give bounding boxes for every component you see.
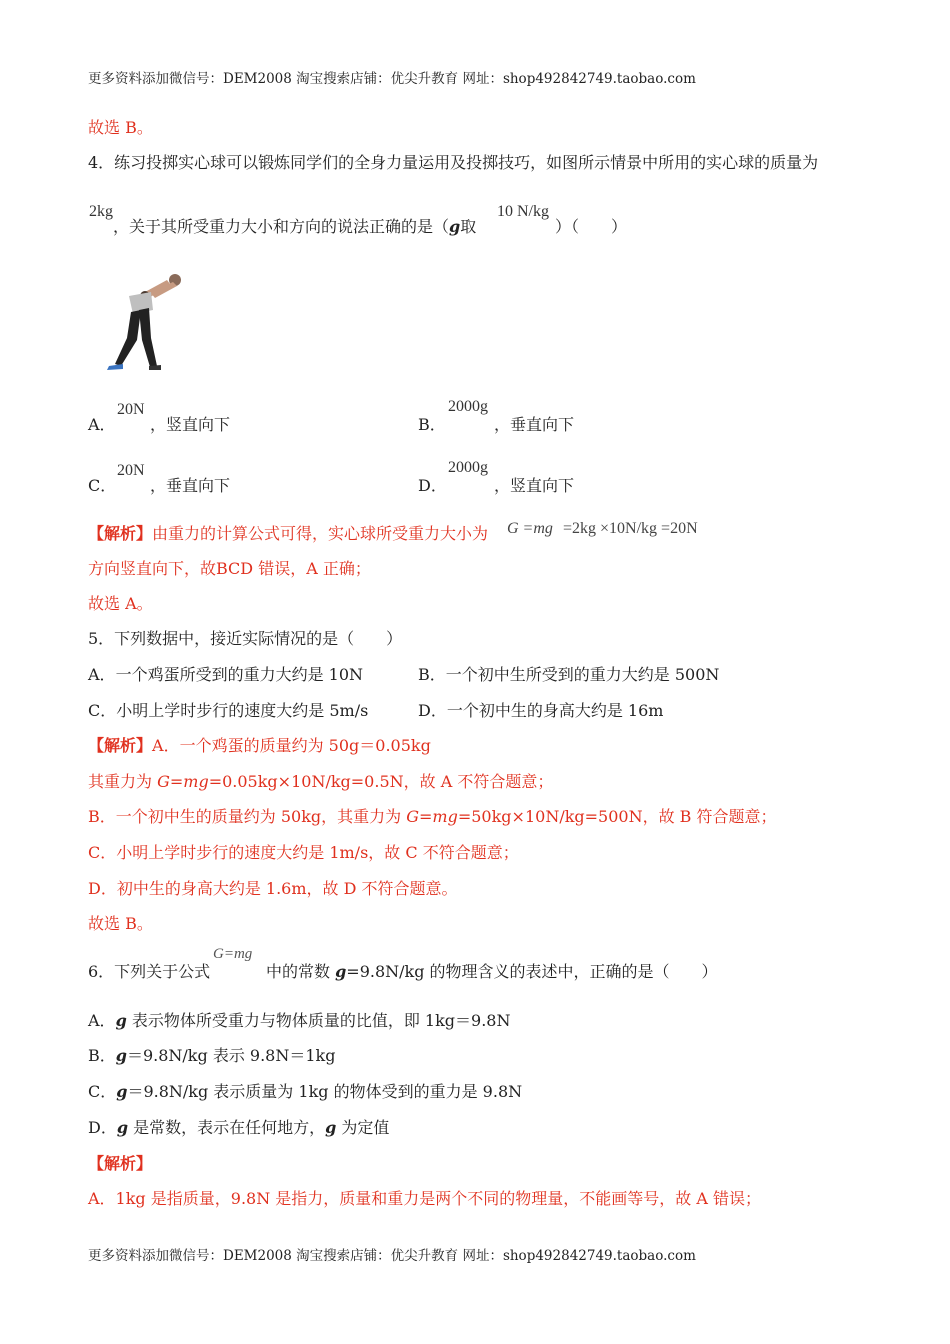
q4-analysis-line2: 方向竖直向下，故BCD 错误，A 正确； <box>88 559 371 578</box>
q6-g: g <box>335 962 347 981</box>
q6-option-d-text2: 为定值 <box>336 1118 390 1137</box>
q4-option-d-letter: D． <box>418 476 447 495</box>
q4-stem-end: ）（ ） <box>555 217 628 236</box>
q5-analysis-line2 <box>88 772 553 792</box>
q6-option-d-g2: g <box>325 1118 337 1137</box>
q5-analysis-line4: C．小明上学时步行的速度大约是 1m/s，故 C 不符合题意； <box>88 843 519 862</box>
q4-take: 取 <box>460 217 477 236</box>
q4-g-value-formula: 10 N/kg <box>497 203 549 220</box>
q5-analysis-line3 <box>88 807 777 827</box>
q5-line3-text: B．一个初中生的质量约为 50kg，其重力为 <box>88 807 407 826</box>
q5-option-a-letter: A． <box>88 665 116 684</box>
q6-option-d <box>88 1118 389 1138</box>
q4-option-b-letter: B． <box>418 415 446 434</box>
q5-line2-formula: G=mg <box>157 772 209 791</box>
q6-option-d-text1: 是常数，表示在任何地方， <box>128 1118 326 1137</box>
q4-option-c-letter: C． <box>88 476 117 495</box>
q5-option-d-text: 一个初中生的身高大约是 16m <box>446 701 664 720</box>
q4-stem-text: ，关于其所受重力大小和方向的说法正确的是（ <box>113 217 450 236</box>
q4-g-symbol: g <box>449 217 461 236</box>
q6-option-b-letter: B． <box>88 1046 116 1065</box>
q5-option-c <box>88 701 368 721</box>
q6-option-c <box>88 1082 522 1102</box>
q4-analysis-label: 【解析】 <box>88 524 153 543</box>
q5-analysis-line5: D．初中生的身高大约是 1.6m，故 D 不符合题意。 <box>88 879 458 898</box>
q5-option-d-letter: D． <box>418 701 447 720</box>
prev-answer: 故选 B。 <box>88 118 153 137</box>
page-footer: 更多资料添加微信号：DEM2008 淘宝搜索店铺：优尖升教育 网址：shop492842749.taobao.com <box>88 1248 696 1264</box>
q6-option-c-text: ＝9.8N/kg 表示质量为 1kg 的物体受到的重力是 9.8N <box>127 1082 523 1101</box>
q4-option-c-value: 20N <box>117 462 145 479</box>
q6-formula: G=mg <box>213 946 253 962</box>
q5-analysis-line1 <box>88 736 431 756</box>
q4-mass-formula: 2kg <box>89 203 113 220</box>
q5-line2-rest: =0.05kg×10N/kg=0.5N，故 A 不符合题意； <box>208 772 554 791</box>
q5-analysis-a: A．一个鸡蛋的质量约为 50g＝0.05kg <box>152 736 431 755</box>
q4-formula-lhs: G =mg <box>507 520 553 537</box>
q6-option-d-letter: D． <box>88 1118 117 1137</box>
q6-option-c-letter: C． <box>88 1082 117 1101</box>
q4-option-b-value: 2000g <box>448 398 488 415</box>
q6-option-b-g: g <box>115 1046 127 1065</box>
q5-option-c-letter: C． <box>88 701 117 720</box>
q5-option-c-text: 小明上学时步行的速度大约是 5m/s <box>116 701 369 720</box>
q4-option-a-text: ，竖直向下 <box>150 415 231 434</box>
shot-put-figure <box>95 270 195 382</box>
q4-stem-line2 <box>113 217 476 237</box>
q6-option-b-text: ＝9.8N/kg 表示 9.8N＝1kg <box>126 1046 336 1065</box>
q6-stem-rest <box>266 962 718 982</box>
q4-stem-line1: 4．练习投掷实心球可以锻炼同学们的全身力量运用及投掷技巧，如图所示情景中所用的实心球的质量为 <box>88 153 819 172</box>
q6-option-c-g: g <box>116 1082 128 1101</box>
q5-option-a-text: 一个鸡蛋所受到的重力大约是 10N <box>115 665 364 684</box>
q4-answer: 故选 A。 <box>88 594 153 613</box>
q5-answer: 故选 B。 <box>88 914 153 933</box>
q5-option-a <box>88 665 363 685</box>
q5-line2-text: 其重力为 <box>88 772 158 791</box>
q4-analysis-line1 <box>88 524 488 544</box>
q6-option-a-text: 表示物体所受重力与物体质量的比值，即 1kg＝9.8N <box>126 1011 511 1030</box>
q6-option-a-g: g <box>115 1011 127 1030</box>
q5-stem: 5．下列数据中，接近实际情况的是（ ） <box>88 629 403 648</box>
q6-option-d-g: g <box>116 1118 129 1137</box>
q5-option-d <box>418 701 663 721</box>
q6-analysis-label: 【解析】 <box>88 1154 153 1173</box>
q5-line3-formula: G=mg <box>406 807 458 826</box>
q4-option-a-letter: A． <box>88 415 116 434</box>
q4-option-d-value: 2000g <box>448 459 488 476</box>
q6-stem-a: 6．下列关于公式 <box>88 962 211 981</box>
page-header: 更多资料添加微信号：DEM2008 淘宝搜索店铺：优尖升教育 网址：shop492842749.taobao.com <box>88 71 696 87</box>
q6-option-b <box>88 1046 335 1066</box>
q6-stem-b: 中的常数 <box>266 962 336 981</box>
q4-formula-rhs: =2kg ×10N/kg =20N <box>563 520 698 537</box>
q4-option-b-text: ，垂直向下 <box>494 415 575 434</box>
q6-stem-c: =9.8N/kg 的物理含义的表述中，正确的是（ ） <box>346 962 718 981</box>
q5-option-b-letter: B． <box>418 665 446 684</box>
q4-analysis-text: 由重力的计算公式可得，实心球所受重力大小为 <box>152 524 489 543</box>
q5-option-b <box>418 665 719 685</box>
q5-analysis-label: 【解析】 <box>88 736 153 755</box>
q5-line3-rest: =50kg×10N/kg=500N，故 B 符合题意； <box>457 807 777 826</box>
q4-option-c-text: ，垂直向下 <box>150 476 231 495</box>
q4-option-d-text: ，竖直向下 <box>494 476 575 495</box>
q6-option-a-letter: A． <box>88 1011 116 1030</box>
q6-option-a <box>88 1011 511 1031</box>
q6-analysis-a: A．1kg 是指质量，9.8N 是指力，质量和重力是两个不同的物理量，不能画等号，故 A 错误； <box>88 1189 762 1208</box>
q4-option-a-value: 20N <box>117 401 145 418</box>
q5-option-b-text: 一个初中生所受到的重力大约是 500N <box>445 665 720 684</box>
